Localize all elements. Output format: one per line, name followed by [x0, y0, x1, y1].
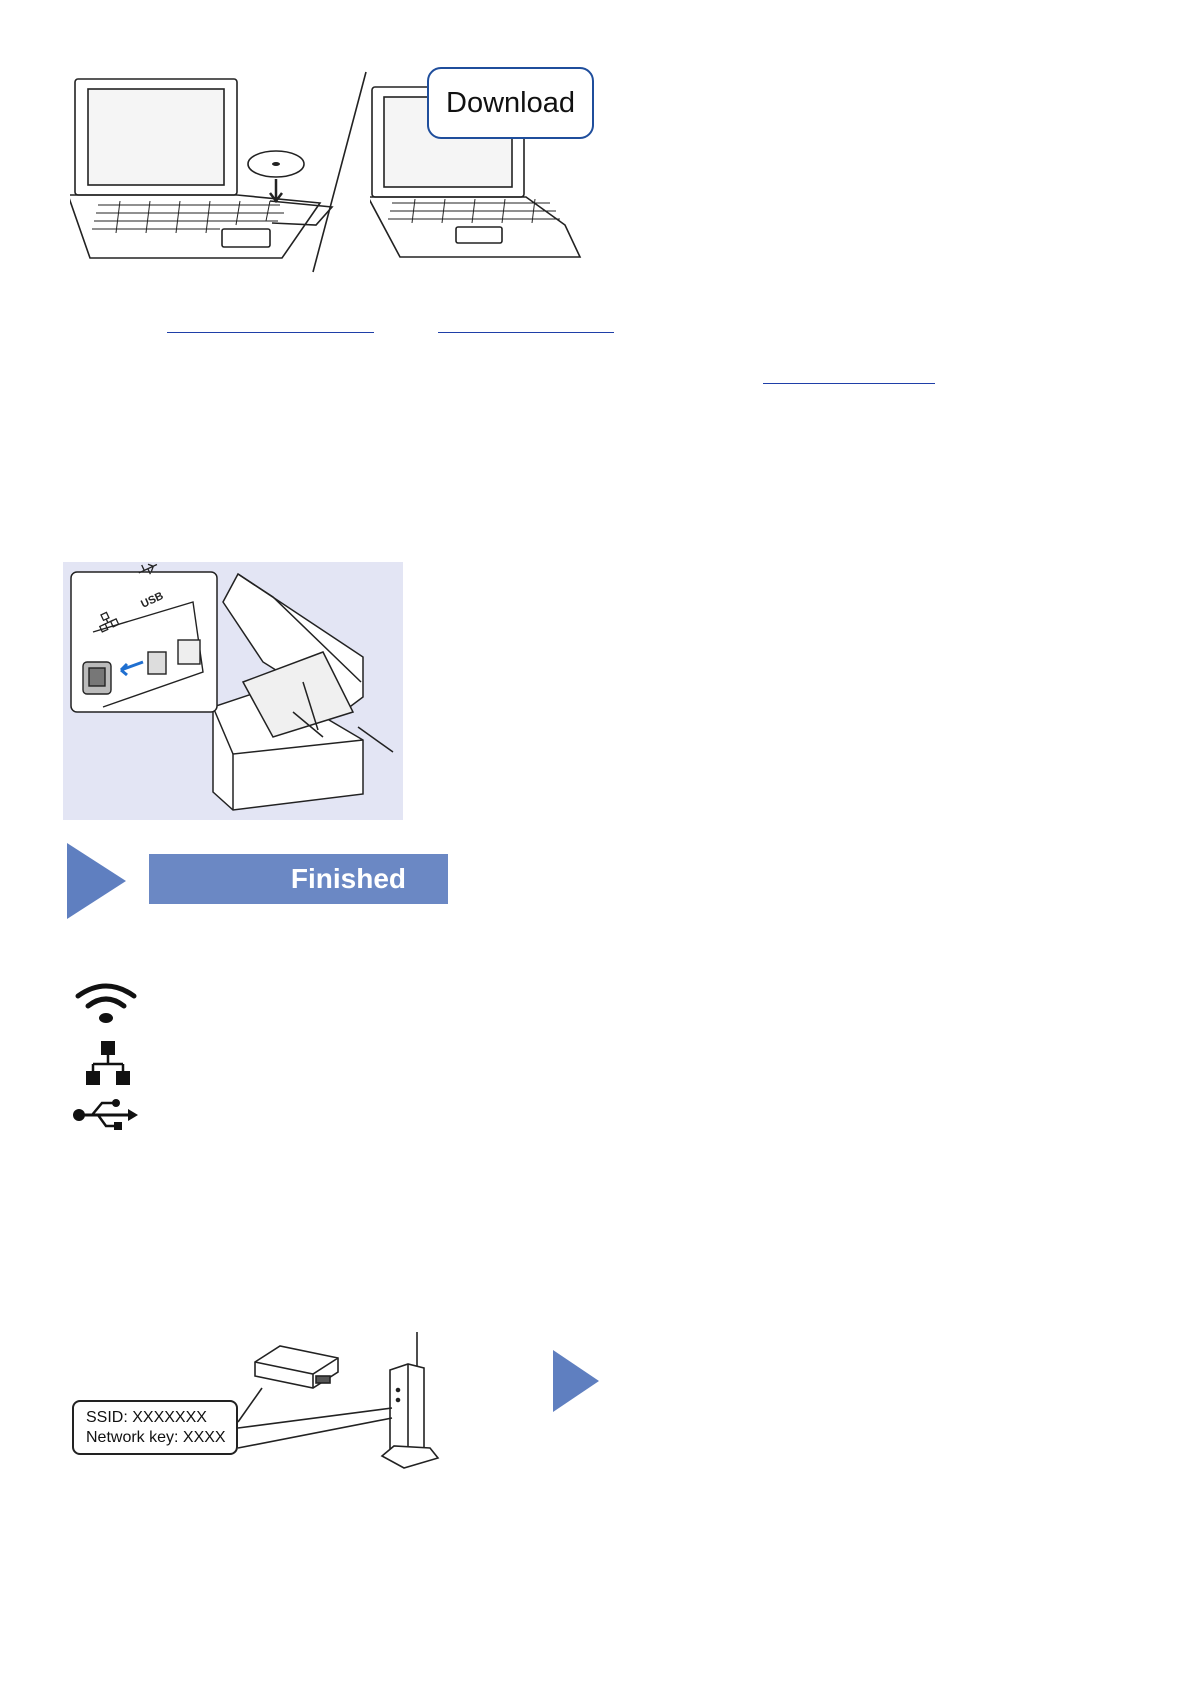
network-key-text: Network key: XXXX: [86, 1429, 226, 1446]
download-callout: [427, 67, 594, 139]
download-label: Download: [446, 86, 575, 119]
next-arrow-icon: [553, 1350, 599, 1412]
router-illustration: [220, 1330, 440, 1470]
finished-banner: [149, 854, 448, 904]
usb-port-panel: [63, 562, 403, 820]
ssid-text: SSID: XXXXXXX: [86, 1409, 207, 1426]
finished-arrow-icon: [67, 843, 126, 919]
link-underline-3[interactable]: [763, 383, 935, 384]
usb-port-label: USB: [139, 590, 166, 611]
ssid-label-box: [72, 1400, 238, 1455]
wired-network-icon: [84, 1040, 132, 1088]
cd-disc-icon: [248, 151, 304, 201]
printer-usb-illustration: [63, 562, 403, 820]
illustration-divider: [310, 70, 370, 275]
access-point-icon: [382, 1332, 438, 1468]
wifi-icon: [74, 982, 138, 1024]
router-icon: [255, 1346, 338, 1388]
link-underline-1[interactable]: [167, 332, 374, 333]
usb-icon: [72, 1098, 140, 1132]
finished-label: Finished: [290, 863, 406, 894]
link-underline-2[interactable]: [438, 332, 614, 333]
